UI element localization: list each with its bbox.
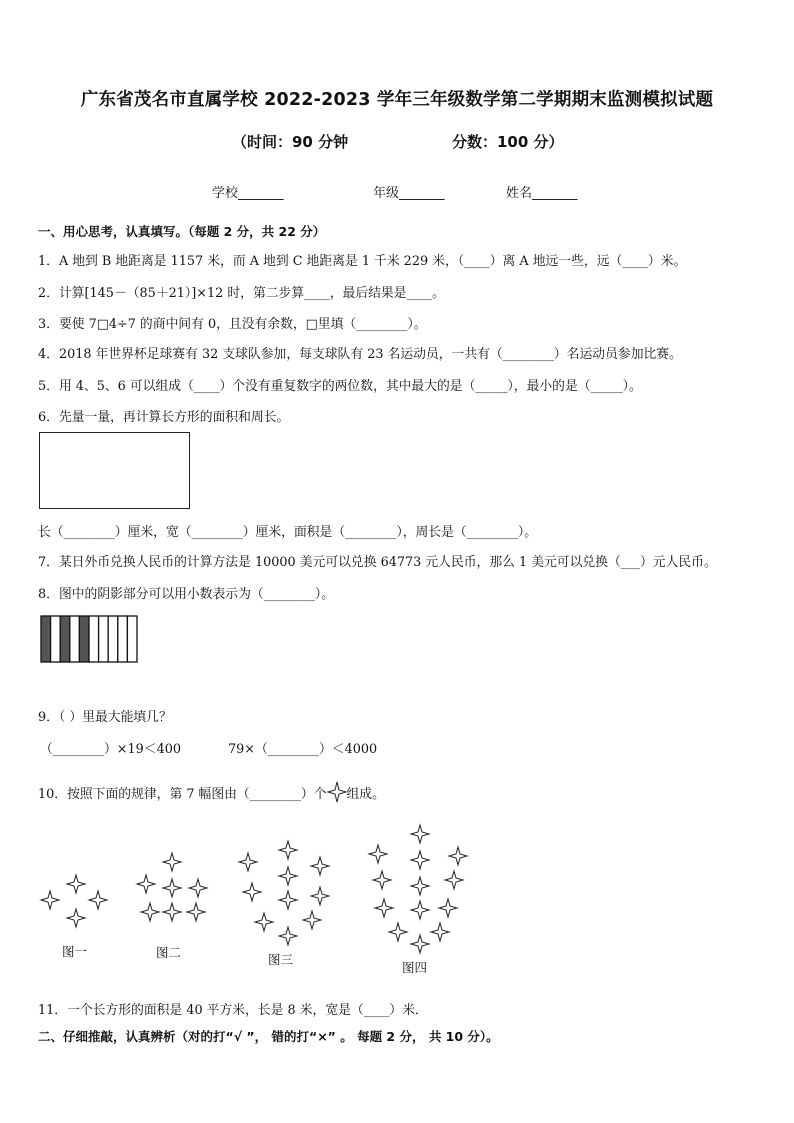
star-icon xyxy=(375,899,393,917)
figure-3-label: 图三 xyxy=(268,952,294,967)
school-field: 学校_______ xyxy=(212,186,284,201)
star-icon xyxy=(279,841,297,859)
figure-2-label: 图二 xyxy=(156,945,182,960)
question-2: 2．计算[145－（85＋21）]×12 时，第二步算____，最后结果是____。 xyxy=(38,286,445,301)
star-icon xyxy=(255,913,273,931)
question-6: 6．先量一量，再计算长方形的面积和周长。 xyxy=(38,410,290,425)
question-9b: 79×（________）＜4000 xyxy=(228,742,378,757)
star-icon xyxy=(163,903,181,921)
star-icon xyxy=(311,887,329,905)
star-icon xyxy=(431,923,449,941)
question-1: 1．A 地到 B 地距离是 1157 米，而 A 地到 C 地距离是 1 千米 229 米，（____）离 A 地远一些，远（____）米。 xyxy=(38,254,687,269)
star-icon xyxy=(239,853,257,871)
star-icon xyxy=(303,911,321,929)
star-icon xyxy=(67,909,85,927)
question-10-text: 10．按照下面的规律，第 7 幅图由（________）个 xyxy=(38,787,327,802)
star-icon xyxy=(445,871,463,889)
star-icon xyxy=(67,875,85,893)
star-icon xyxy=(279,927,297,945)
question-10-text-end: 组成。 xyxy=(346,787,385,802)
figure-4-label: 图四 xyxy=(402,960,428,975)
star-icon xyxy=(411,851,429,869)
question-11: 11．一个长方形的面积是 40 平方米，长是 8 米，宽是（____）米． xyxy=(38,1003,428,1018)
star-icon xyxy=(411,825,429,843)
star-icon xyxy=(373,871,391,889)
star-icon xyxy=(243,883,261,901)
star-icon xyxy=(187,903,205,921)
section-2-heading: 二、仔细推敲，认真辨析（对的打“√ ”， 错的打“×” 。 每题 2 分， 共 10 分）。 xyxy=(38,1029,499,1044)
star-icon xyxy=(439,899,457,917)
star-icon xyxy=(137,875,155,893)
page-title: 广东省茂名市直属学校 2022-2023 学年三年级数学第二学期期末监测模拟试题 xyxy=(80,90,714,110)
name-field: 姓名_______ xyxy=(506,186,578,201)
question-7: 7．某日外币兑换人民币的计算方法是 10000 美元可以兑换 64773 元人民币，那么 1 美元可以兑换（___）元人民币。 xyxy=(38,555,717,570)
figure-1-label: 图一 xyxy=(62,944,88,959)
star-icon xyxy=(449,847,467,865)
question-9: 9．（ ）里最大能填几？ xyxy=(38,710,172,725)
star-icon xyxy=(41,891,59,909)
star-icon xyxy=(411,877,429,895)
question-6-answer: 长（________）厘米，宽（________）厘米，面积是（________），周长是（________）。 xyxy=(38,525,538,540)
star-icon xyxy=(311,857,329,875)
star-icon xyxy=(411,901,429,919)
star-icon xyxy=(389,923,407,941)
star-icon xyxy=(89,891,107,909)
star-icon xyxy=(163,879,181,897)
question-4: 4．2018 年世界杯足球赛有 32 支球队参加，每支球队有 23 名运动员，一共有（________）名运动员参加比赛。 xyxy=(38,347,682,362)
star-icon xyxy=(141,903,159,921)
star-icon xyxy=(279,867,297,885)
section-1-heading: 一、用心思考，认真填写。（每题 2 分，共 22 分） xyxy=(38,224,326,239)
grade-field: 年级_______ xyxy=(373,186,445,201)
question-5: 5．用 4、5、6 可以组成（____）个没有重复数字的两位数，其中最大的是（_____），最小的是（_____）。 xyxy=(38,379,642,394)
star-icon xyxy=(163,853,181,871)
star-icon xyxy=(189,879,207,897)
question-8: 8．图中的阴影部分可以用小数表示为（________）。 xyxy=(38,587,335,602)
star-icon xyxy=(369,845,387,863)
question-9a: （________）×19＜400 xyxy=(40,742,182,757)
star-icon xyxy=(279,891,297,909)
question-3: 3．要使 7□4÷7 的商中间有 0，且没有余数，□里填（________）。 xyxy=(38,317,427,332)
star-icon xyxy=(411,935,429,953)
exam-time: （时间：90 分钟 xyxy=(232,133,349,151)
exam-score: 分数：100 分） xyxy=(452,133,564,151)
